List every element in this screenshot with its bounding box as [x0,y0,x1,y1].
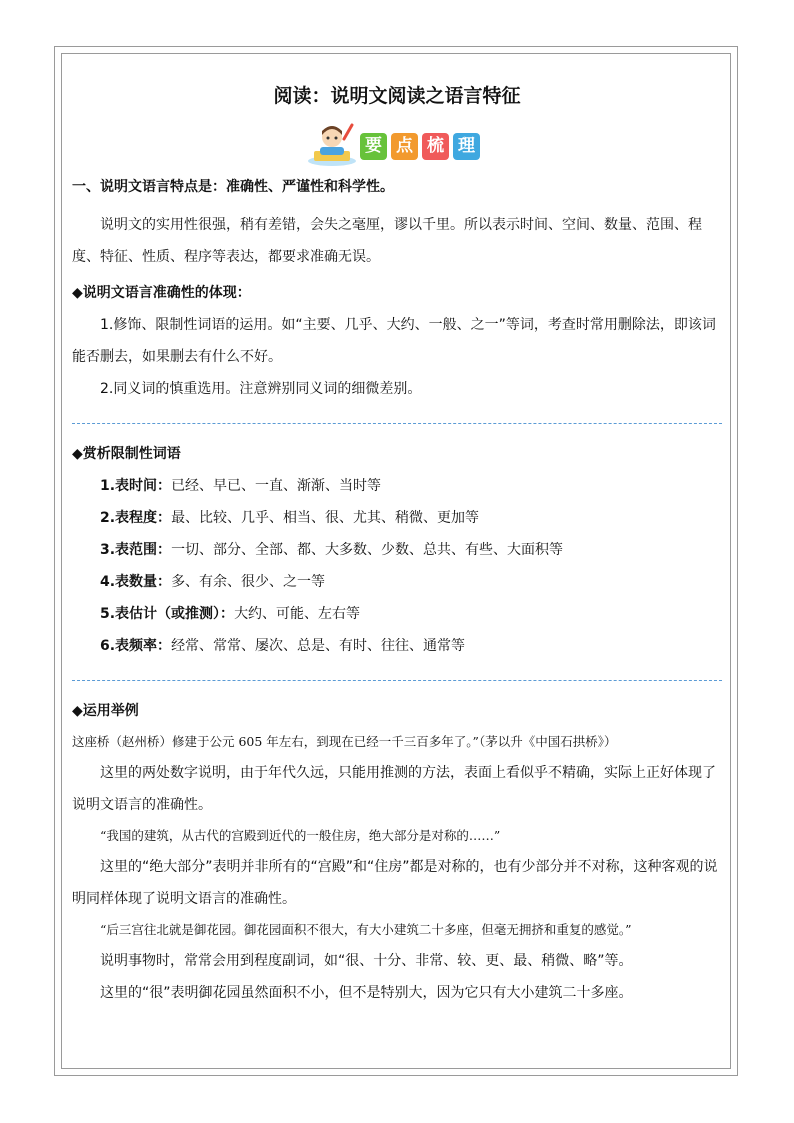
item-label: 2.表程度： [100,510,172,526]
list-item [72,566,722,598]
section-heading: 一、说明文语言特点是：准确性、严谨性和科学性。 [72,179,394,195]
student-reading-icon [306,121,358,167]
banner-chip: 梳 [422,133,449,160]
list-item [72,598,722,630]
list-item [72,502,722,534]
list-item: 2.同义词的慎重选用。注意辨别同义词的细微差别。 [100,381,422,397]
subsection-heading: ◆说明文语言准确性的体现： [72,285,251,301]
example-explanation: 说明事物时，常常会用到程度副词，如“很、十分、非常、较、更、最、稍微、略”等。 [100,953,633,969]
list-item: 1.修饰、限制性词语的运用。如“主要、几乎、大约、一般、之一”等词，考查时常用删除法，即该词能否删去，如果删去有什么不好。 [72,317,716,365]
item-text: 多、有余、很少、之一等 [171,574,326,590]
item-text: 已经、早已、一直、渐渐、当时等 [171,478,382,494]
list-item [72,470,722,502]
example-explanation: 这里的“绝大部分”表明并非所有的“宫殿”和“住房”都是对称的，也有少部分并不对称，这种客观的说明同样体现了说明文语言的准确性。 [72,859,718,907]
page-title: 阅读：说明文阅读之语言特征 [273,85,521,107]
example-quote: “我国的建筑，从古代的宫殿到近代的一般住房，绝大部分是对称的……” [100,828,501,843]
subsection-heading: ◆运用举例 [72,703,139,719]
dashed-divider [72,423,722,424]
example-explanation: 这里的“很”表明御花园虽然面积不小，但不是特别大，因为它只有大小建筑二十多座。 [100,985,633,1001]
item-label: 5.表估计（或推测）： [100,606,235,622]
banner-chip: 理 [453,133,480,160]
banner-chips [360,133,480,160]
list-item [72,630,722,662]
section-paragraph: 说明文的实用性很强，稍有差错，会失之毫厘，谬以千里。所以表示时间、空间、数量、范围、程度、特征、性质、程序等表达，都要求准确无误。 [72,217,702,265]
item-text: 大约、可能、左右等 [234,606,361,622]
example-quote: “后三宫往北就是御花园。御花园面积不很大，有大小建筑二十多座，但毫无拥挤和重复的感觉。” [100,922,632,937]
item-label: 1.表时间： [100,478,172,494]
item-text: 一切、部分、全部、都、大多数、少数、总共、有些、大面积等 [171,542,564,558]
subsection-heading: ◆赏析限制性词语 [72,446,181,462]
banner-chip: 点 [391,133,418,160]
item-text: 最、比较、几乎、相当、很、尤其、稍微、更加等 [171,510,480,526]
document-body [72,53,722,1009]
item-label: 6.表频率： [100,638,172,654]
item-text: 经常、常常、屡次、总是、有时、往往、通常等 [171,638,466,654]
item-label: 4.表数量： [100,574,172,590]
item-label: 3.表范围： [100,542,172,558]
section-banner [306,121,488,167]
banner-chip: 要 [360,133,387,160]
example-quote: 这座桥（赵州桥）修建于公元 605 年左右，到现在已经一千三百多年了。”（茅以升《中国石拱桥》） [72,734,617,749]
dashed-divider [72,680,722,681]
list-item [72,534,722,566]
example-explanation: 这里的两处数字说明，由于年代久远，只能用推测的方法，表面上看似乎不精确，实际上正好体现了说明文语言的准确性。 [72,765,716,813]
